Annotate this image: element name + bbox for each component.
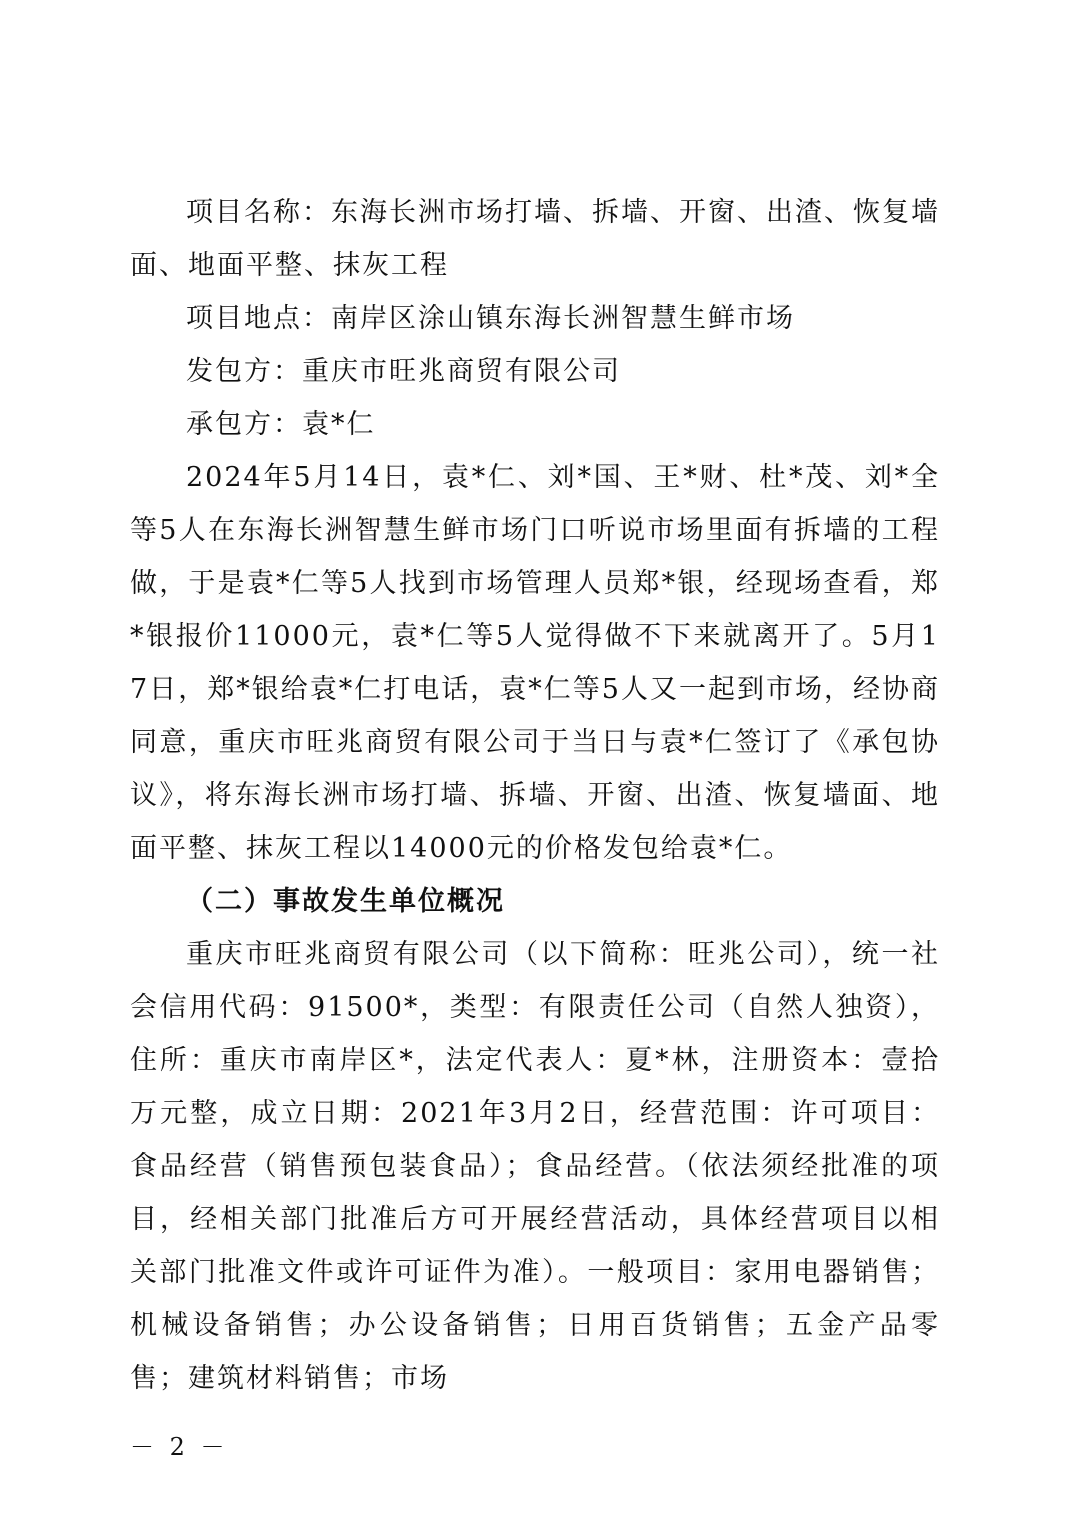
company-overview-paragraph: 重庆市旺兆商贸有限公司（以下简称：旺兆公司），统一社会信用代码：91500*，类型：有限责任公司（自然人独资），住所：重庆市南岸区*，法定代表人：夏*林，注册资本：壹拾万元整，成立日期：2021年3月2日，经营范围：许可项目：食品经营（销售预包装食品）；食品经营。（依法须经批准的项目，经相关部门批准后方可开展经营活动，具体经营项目以相关部门批准文件或许可证件为准）。一般项目：家用电器销售；机械设备销售；办公设备销售；日用百货销售；五金产品零售；建筑材料销售；市场 (130, 939, 940, 1394)
contract-receiver-paragraph: 承包方：袁*仁 (186, 409, 376, 440)
project-name-paragraph: 项目名称：东海长洲市场打墙、拆墙、开窗、出渣、恢复墙面、地面平整、抹灰工程 (130, 197, 940, 281)
contract-issuer-paragraph: 发包方：重庆市旺兆商贸有限公司 (186, 356, 621, 387)
section-heading: （二）事故发生单位概况 (186, 886, 505, 917)
document-body (130, 186, 940, 1405)
narrative-paragraph: 2024年5月14日，袁*仁、刘*国、王*财、杜*茂、刘*全等5人在东海长洲智慧生鲜市场门口听说市场里面有拆墙的工程做，于是袁*仁等5人找到市场管理人员郑*银，经现场查看，郑*银报价11000元，袁*仁等5人觉得做不下来就离开了。5月17日，郑*银给袁*仁打电话，袁*仁等5人又一起到市场，经协商同意，重庆市旺兆商贸有限公司于当日与袁*仁签订了《承包协议》，将东海长洲市场打墙、拆墙、开窗、出渣、恢复墙面、地面平整、抹灰工程以14000元的价格发包给袁*仁。 (130, 462, 940, 864)
page-number: － 2 － (130, 1433, 229, 1461)
project-location-paragraph: 项目地点：南岸区涂山镇东海长洲智慧生鲜市场 (186, 303, 795, 334)
